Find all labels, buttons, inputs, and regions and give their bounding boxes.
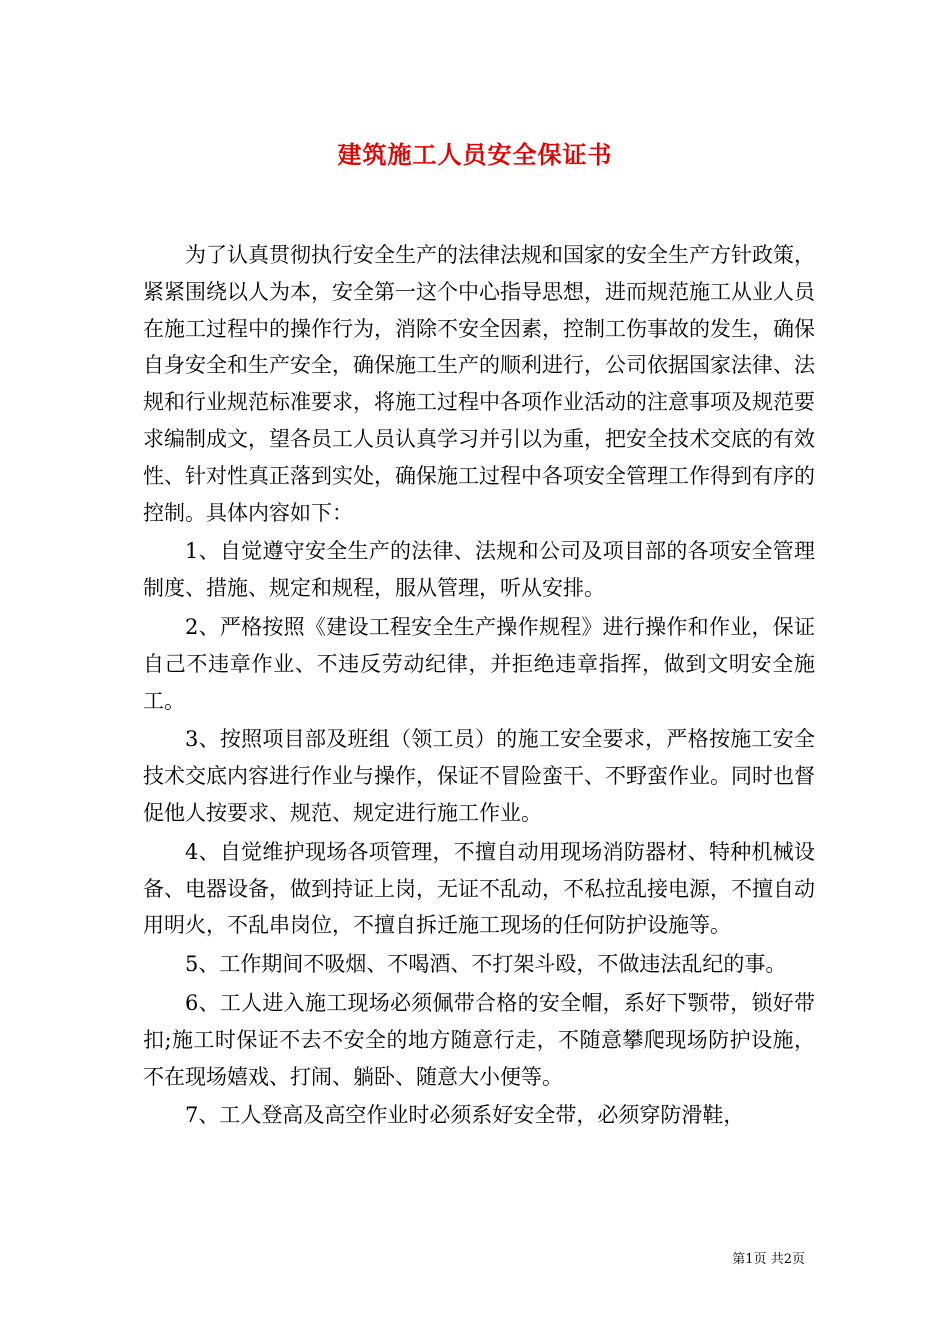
footer-middle: 页 共 <box>753 1252 784 1267</box>
list-item: 7、工人登高及高空作业时必须系好安全带，必须穿防滑鞋， <box>185 1103 745 1128</box>
list-item: 6、工人进入施工现场必须佩带合格的安全帽，系好下颚带，锁好带扣;施工时保证不去不安全的地方随意行走，不随意攀爬现场防护设施，不在现场嬉戏、打闹、躺卧、随意大小便等。 <box>143 990 815 1089</box>
footer-suffix: 页 <box>791 1252 805 1267</box>
intro-paragraph: 为了认真贯彻执行安全生产的法律法规和国家的安全生产方针政策，紧紧围绕以人为本，安全第一这个中心指导思想，进而规范施工从业人员在施工过程中的操作行为，消除不安全因素，控制工伤事故的发生，确保自身安全和生产安全，确保施工生产的顺利进行，公司依据国家法律、法规和行业规范标准要求，将施工过程中各项作业活动的注意事项及规范要求编制成文，望各员工人员认真学习并引以为重，把安全技术交底的有效性、针对性真正落到实处，确保施工过程中各项安全管理工作得到有序的控制。具体内容如下： <box>143 243 815 525</box>
footer-current-page: 1 <box>745 1252 754 1267</box>
footer-prefix: 第 <box>732 1252 746 1267</box>
list-item: 3、按照项目部及班组（领工员）的施工安全要求，严格按施工安全技术交底内容进行作业与操作，保证不冒险蛮干、不野蛮作业。同时也督促他人按要求、规范、规定进行施工作业。 <box>143 727 815 825</box>
page-footer <box>732 1248 805 1267</box>
list-item: 4、自觉维护现场各项管理，不擅自动用现场消防器材、特种机械设备、电器设备，做到持证上岗，无证不乱动，不私拉乱接电源，不擅自动用明火，不乱串岗位，不擅自拆迁施工现场的任何防护设施等。 <box>143 839 815 938</box>
list-item: 1、自觉遵守安全生产的法律、法规和公司及项目部的各项安全管理制度、措施、规定和规程，服从管理，听从安排。 <box>143 539 815 601</box>
list-item: 2、严格按照《建设工程安全生产操作规程》进行操作和作业，保证自己不违章作业、不违反劳动纪律，并拒绝违章指挥，做到文明安全施工。 <box>143 614 815 713</box>
list-item: 5、工作期间不吸烟、不喝酒、不打架斗殴，不做违法乱纪的事。 <box>185 952 787 977</box>
document-body <box>143 237 815 1134</box>
footer-total-pages: 2 <box>783 1252 792 1267</box>
document-title: 建筑施工人员安全保证书 <box>337 140 613 169</box>
